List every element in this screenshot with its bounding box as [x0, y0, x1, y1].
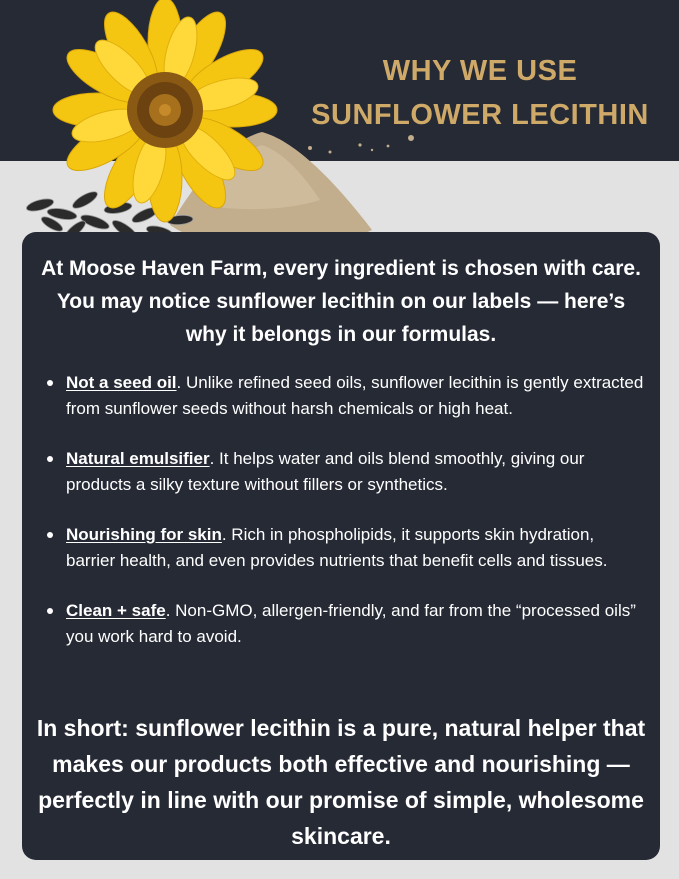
- summary-text: In short: sunflower lecithin is a pure, natural helper that makes our products both effective and nourishing — perfectly in line with our promise of simple, wholesome skincare.: [36, 715, 646, 849]
- benefit-text: . Unlike refined seed oils, sunflower lecithin is gently extracted from sunflower seeds without harsh chemicals or high heat.: [66, 373, 644, 418]
- bullet-icon: [47, 532, 53, 538]
- bullet-icon: [47, 608, 53, 614]
- title-line-1: WHY WE USE: [382, 55, 578, 88]
- benefit-text: . It helps water and oils blend smoothly, giving our products a silky texture without fillers or synthetics.: [66, 449, 585, 494]
- benefit-term: Nourishing for skin: [66, 525, 222, 544]
- intro-text: At Moose Haven Farm, every ingredient is chosen with care. You may notice sunflower lecithin on our labels — here’s why it belongs in our formulas.: [41, 257, 641, 346]
- benefit-text: . Non-GMO, allergen-friendly, and far from the “processed oils” you work hard to avoid.: [66, 601, 636, 646]
- benefit-list: [46, 370, 646, 649]
- content-panel: [22, 232, 660, 860]
- benefit-item: [46, 370, 646, 421]
- benefit-term: Natural emulsifier: [66, 449, 210, 468]
- benefit-item: [46, 598, 646, 649]
- powder-speck-icon: [405, 132, 417, 144]
- bullet-icon: [47, 380, 53, 386]
- title-line-2: SUNFLOWER LECITHIN: [311, 99, 649, 132]
- benefit-term: Not a seed oil: [66, 373, 177, 392]
- bullet-icon: [47, 456, 53, 462]
- benefit-term: Clean + safe: [66, 601, 166, 620]
- benefit-item: [46, 446, 646, 497]
- benefit-item: [46, 522, 646, 573]
- benefit-text: . Rich in phospholipids, it supports skin hydration, barrier health, and even provides nutrients that benefit cells and tissues.: [66, 525, 608, 570]
- hero-illustration: [0, 0, 400, 260]
